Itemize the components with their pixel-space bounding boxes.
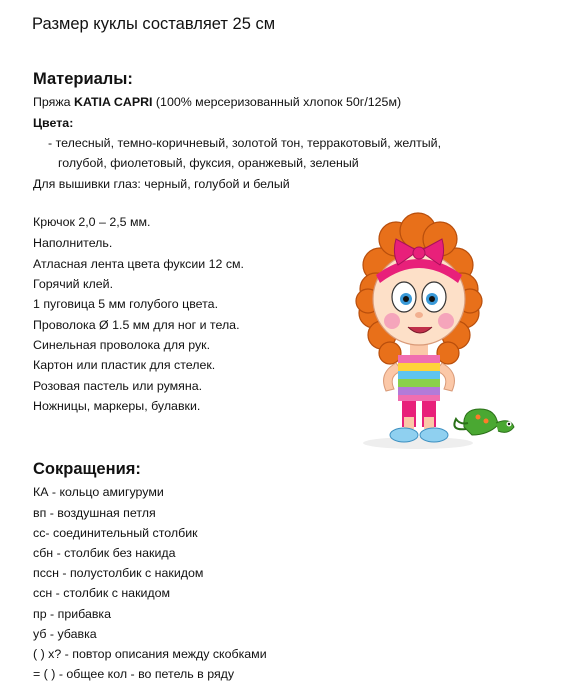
page-title: Размер куклы составляет 25 см: [32, 15, 276, 33]
yarn-line: [33, 95, 401, 109]
tool-item: Атласная лента цвета фуксии 12 см.: [33, 257, 244, 271]
colors-heading: Цвета:: [33, 116, 74, 130]
tool-item: Горячий клей.: [33, 277, 114, 291]
lizard-icon: [454, 409, 514, 435]
embroidery-line: Для вышивки глаз: черный, голубой и белый: [33, 177, 290, 191]
yarn-brand: KATIA CAPRI: [74, 95, 153, 109]
abbrev-item: ссн - столбик с накидом: [33, 586, 171, 600]
shirt-icon: [398, 355, 440, 401]
tool-item: Розовая пастель или румяна.: [33, 379, 203, 393]
yarn-rest: (100% мерсеризованный хлопок 50г/125м): [152, 95, 402, 109]
tool-item: Проволока Ø 1.5 мм для ног и тела.: [33, 318, 240, 332]
abbrev-item: уб - убавка: [33, 627, 97, 641]
tool-item: 1 пуговица 5 мм голубого цвета.: [33, 297, 219, 311]
abbrev-item: вп - воздушная петля: [33, 506, 156, 520]
abbrev-item: пссн - полустолбик с накидом: [33, 566, 204, 580]
colors-line-2: голубой, фиолетовый, фуксия, оранжевый, зеленый: [58, 156, 359, 170]
abbrev-item: ( ) x? - повтор описания между скобками: [33, 647, 267, 661]
abbrev-item: сс- соединительный столбик: [33, 526, 198, 540]
abbrev-item: пр - прибавка: [33, 607, 112, 621]
colors-line-1: - телесный, темно-коричневый, золотой тон, терракотовый, желтый,: [48, 136, 442, 150]
materials-heading: Материалы:: [33, 70, 133, 88]
abbrev-item: = ( ) - общее кол - во петель в ряду: [33, 667, 235, 681]
abbrev-item: КА - кольцо амигуруми: [33, 485, 164, 499]
tool-item: Ножницы, маркеры, булавки.: [33, 399, 201, 413]
abbreviations-heading: Сокращения:: [33, 460, 141, 478]
tool-item: Картон или пластик для стелек.: [33, 358, 216, 372]
tool-item: Крючок 2,0 – 2,5 мм.: [33, 215, 151, 229]
tool-item: Наполнитель.: [33, 236, 113, 250]
tool-item: Синельная проволока для рук.: [33, 338, 211, 352]
yarn-prefix: Пряжа: [33, 95, 74, 109]
abbrev-item: сбн - столбик без накида: [33, 546, 176, 560]
doll-illustration: [338, 203, 520, 455]
